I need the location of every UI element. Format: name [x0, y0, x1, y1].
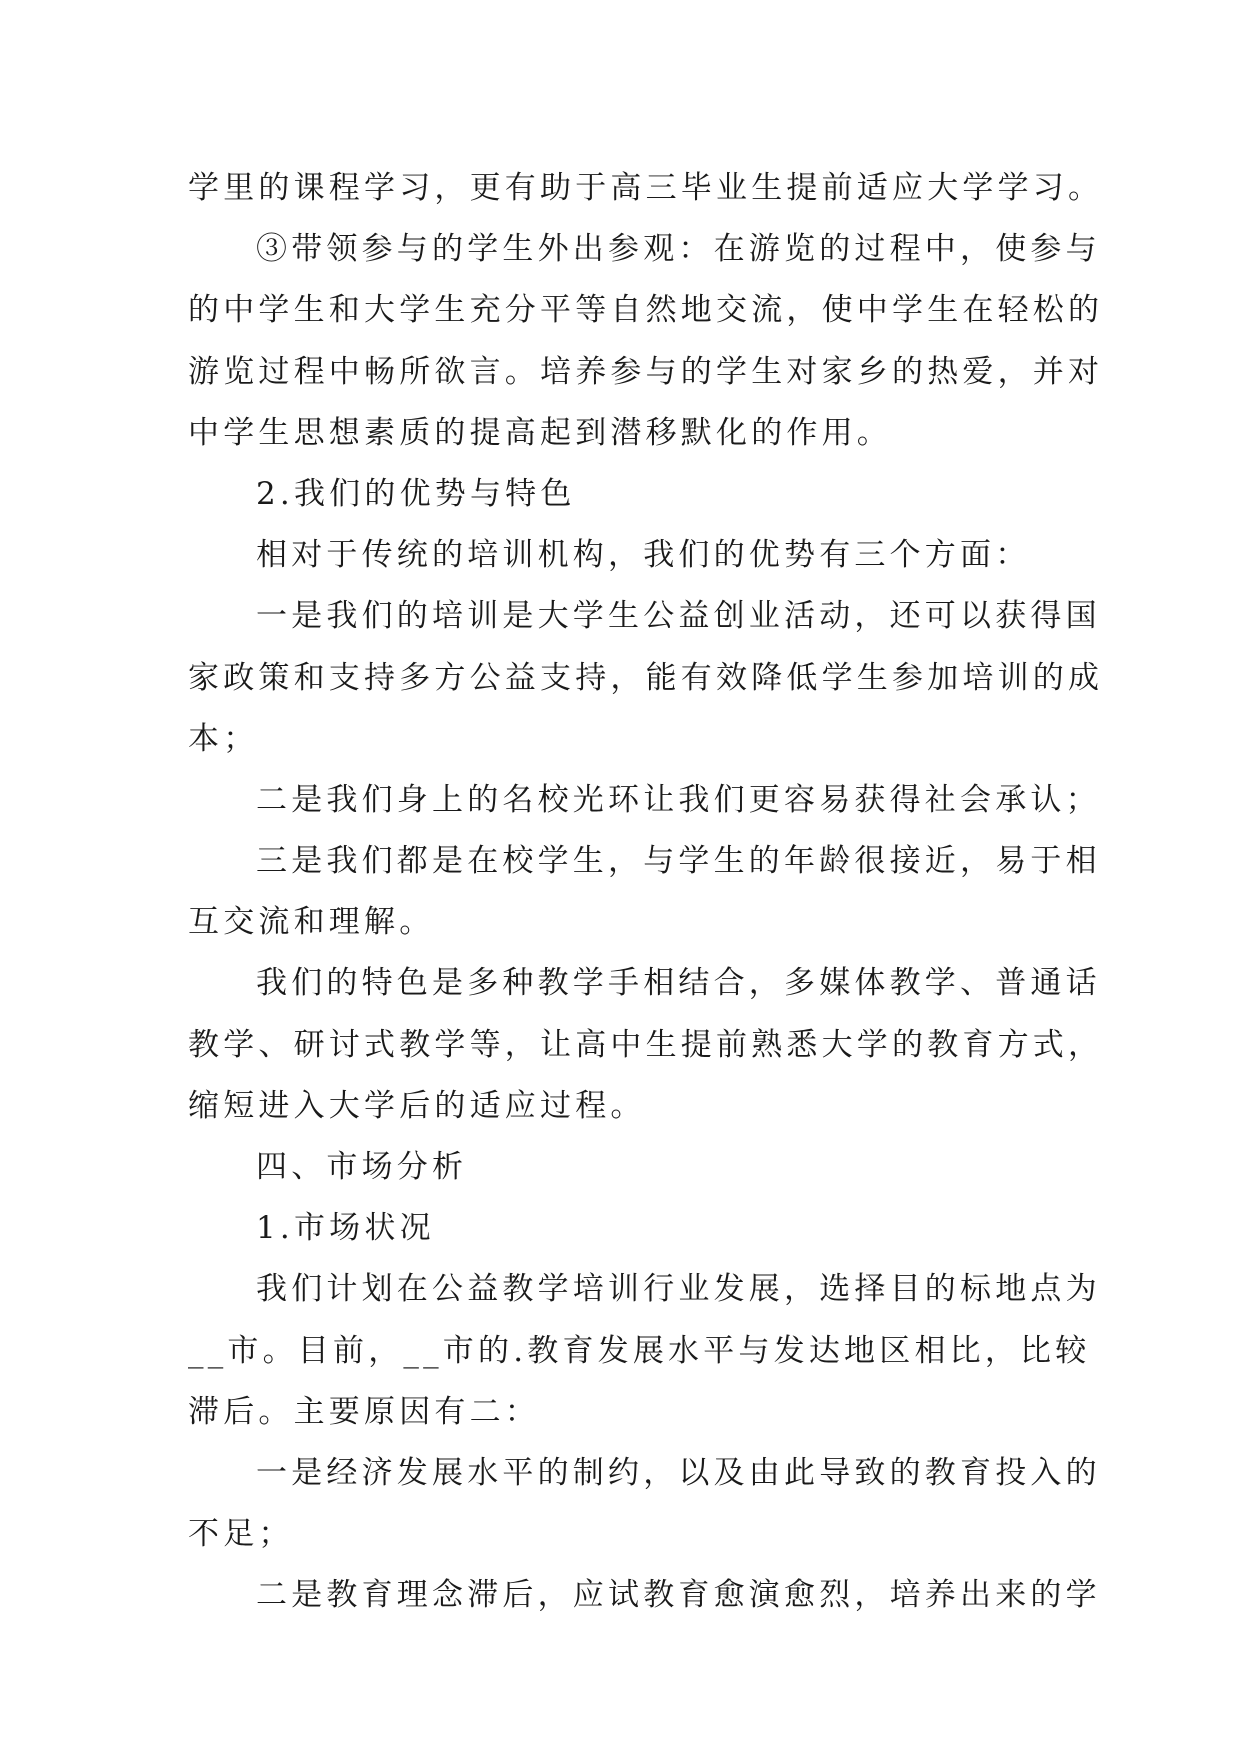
text-line: 我们的特色是多种教学手相结合，多媒体教学、普通话	[256, 965, 1101, 1002]
text-line: 2.我们的优势与特色	[256, 475, 576, 512]
text-line: 相对于传统的培训机构，我们的优势有三个方面：	[256, 537, 1031, 574]
text-line: 本；	[188, 720, 259, 757]
text-line: 滞后。主要原因有二：	[188, 1393, 540, 1430]
text-line: 家政策和支持多方公益支持，能有效降低学生参加培训的成	[188, 659, 1104, 696]
text-line: 三是我们都是在校学生，与学生的年龄很接近，易于相	[256, 843, 1101, 880]
text-line: 不足；	[188, 1516, 294, 1553]
text-line: 互交流和理解。	[188, 904, 435, 941]
text-line: 1.市场状况	[256, 1210, 435, 1247]
text-line: 我们计划在公益教学培训行业发展，选择目的标地点为	[256, 1271, 1101, 1308]
text-line: 中学生思想素质的提高起到潜移默化的作用。	[188, 414, 892, 451]
text-line: ③带领参与的学生外出参观：在游览的过程中，使参与	[256, 231, 1101, 268]
text-line: 二是教育理念滞后，应试教育愈演愈烈，培养出来的学	[256, 1577, 1101, 1614]
text-line: 学里的课程学习，更有助于高三毕业生提前适应大学学习。	[188, 170, 1104, 206]
text-line: 二是我们身上的名校光环让我们更容易获得社会承认；	[256, 781, 1101, 818]
text-line: 的中学生和大学生充分平等自然地交流，使中学生在轻松的	[188, 292, 1104, 329]
document-body	[188, 158, 1104, 1627]
text-line: 四、市场分析	[256, 1149, 468, 1185]
text-line: 教学、研讨式教学等，让高中生提前熟悉大学的教育方式，	[188, 1026, 1104, 1063]
text-line: __市。目前，__市的.教育发展水平与发达地区相比，比较	[188, 1332, 1091, 1369]
text-line: 游览过程中畅所欲言。培养参与的学生对家乡的热爱，并对	[188, 353, 1104, 390]
text-line: 一是我们的培训是大学生公益创业活动，还可以获得国	[256, 598, 1101, 635]
text-line: 一是经济发展水平的制约，以及由此导致的教育投入的	[256, 1454, 1101, 1491]
text-line: 缩短进入大学后的适应过程。	[188, 1087, 646, 1124]
